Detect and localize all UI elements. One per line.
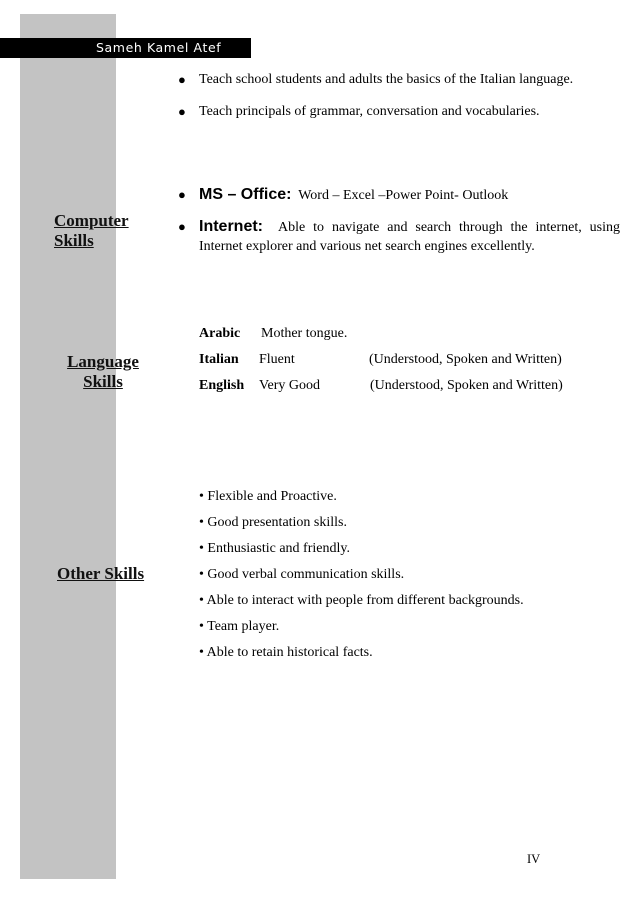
bullet-icon: ● <box>178 104 186 119</box>
candidate-name: Sameh Kamel Atef <box>96 40 222 55</box>
other-skills-label: Other Skills <box>57 564 145 583</box>
other-skill-item: • Enthusiastic and friendly. <box>199 541 350 556</box>
other-skill-item: • Able to retain historical facts. <box>199 645 373 660</box>
other-skill-item: • Good presentation skills. <box>199 515 347 530</box>
internet-item: Internet: Able to navigate and search through the internet, using Internet explorer and various net search engines excellently. <box>199 218 620 254</box>
other-skill-item: • Able to interact with people from different backgrounds. <box>199 593 524 608</box>
other-skill-item: • Team player. <box>199 619 280 634</box>
other-skill-item: • Good verbal communication skills. <box>199 567 405 582</box>
name-header-bar <box>0 38 251 58</box>
language-skills-label: Language Skills <box>67 352 139 391</box>
other-skill-item: • Flexible and Proactive. <box>199 489 337 504</box>
bullet-icon: ● <box>178 219 186 234</box>
bullet-icon: ● <box>178 187 186 202</box>
computer-skills-label: Computer Skills <box>54 211 129 250</box>
bullet-icon: ● <box>178 72 186 87</box>
sidebar-gray-band <box>20 14 116 879</box>
page-number: IV <box>527 852 541 866</box>
